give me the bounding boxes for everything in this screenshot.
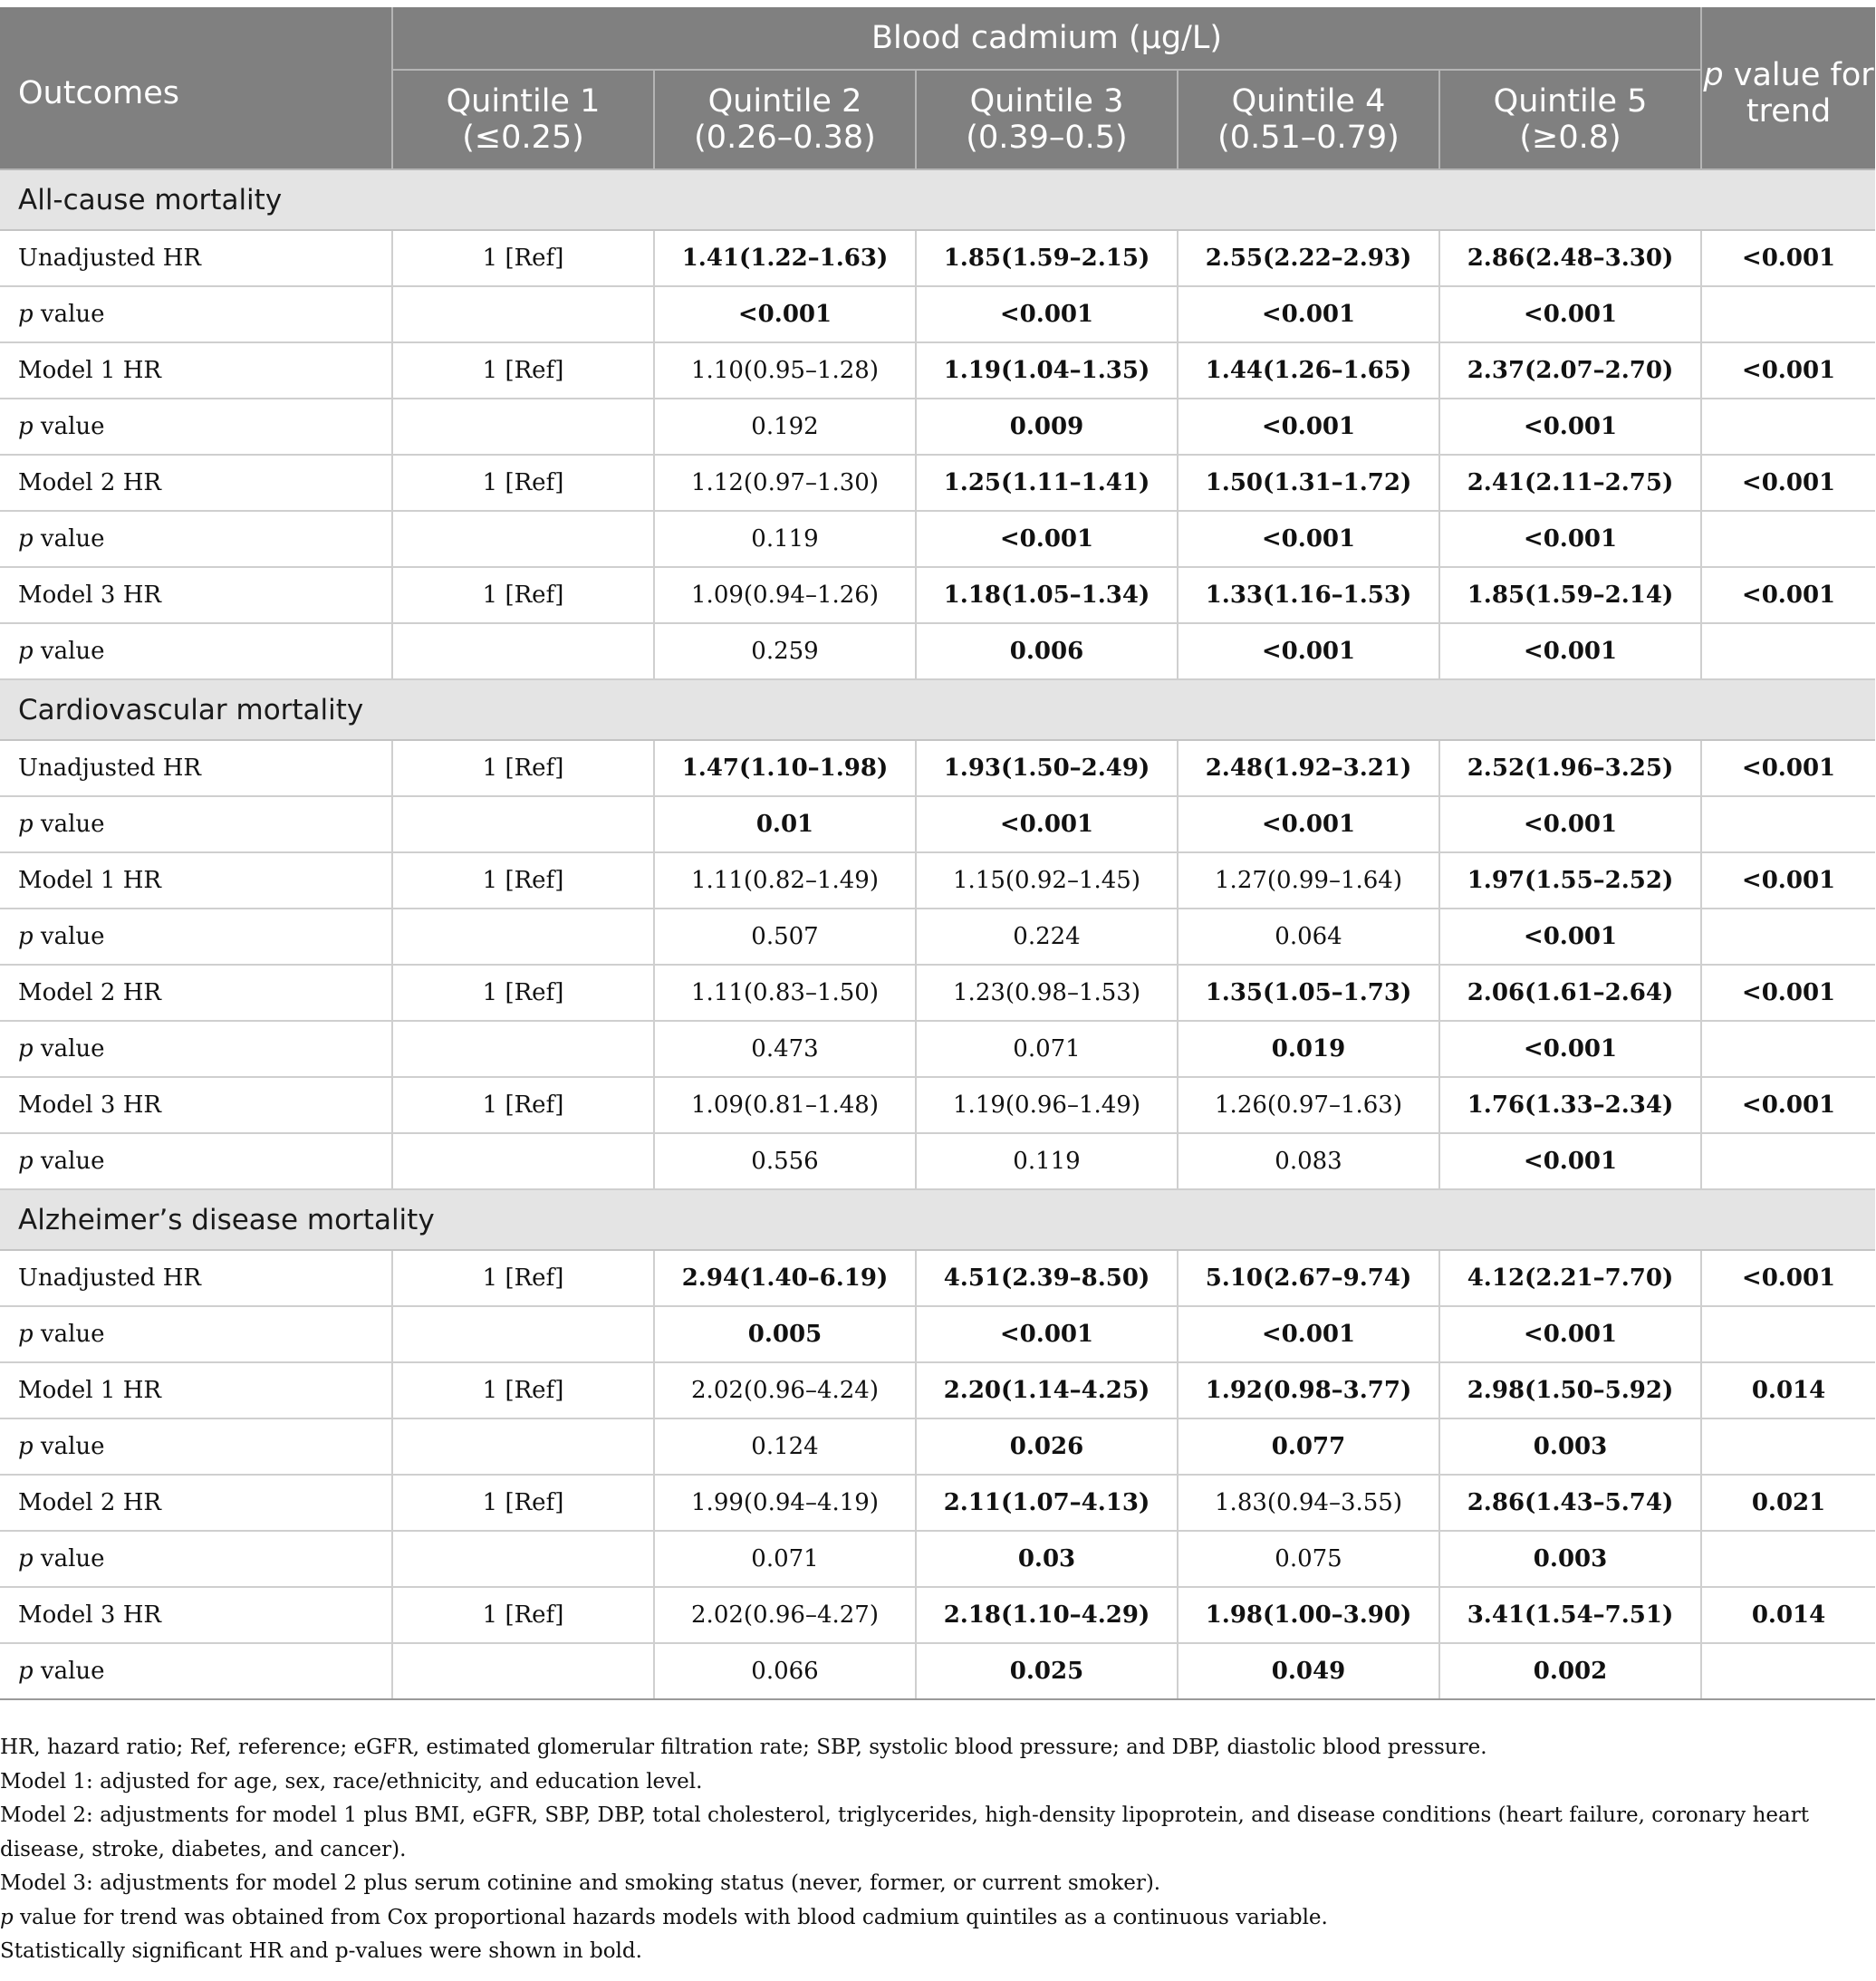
table-cell: 1 [Ref] [392, 852, 654, 909]
table-cell: 0.507 [654, 909, 916, 965]
table-cell: 1 [Ref] [392, 965, 654, 1021]
row-label: Model 2 HR [0, 965, 392, 1021]
row-label-rest: value [33, 1658, 105, 1685]
table-cell: 1.85(1.59–2.14) [1439, 567, 1701, 623]
footnote-abbreviations: HR, hazard ratio; Ref, reference; eGFR, estimated glomerular filtration rate; SBP, systolic blood pressure; and DBP, diastolic blood pressure. [0, 1736, 1487, 1759]
row-label-p: p [18, 413, 34, 440]
table-row [0, 1250, 1875, 1306]
row-label-p: p [18, 301, 34, 328]
table-cell: <0.001 [1439, 623, 1701, 679]
table-cell: <0.001 [1701, 455, 1875, 511]
table-cell: <0.001 [1178, 796, 1439, 852]
table-cell: 1 [Ref] [392, 567, 654, 623]
table-cell: <0.001 [1701, 852, 1875, 909]
table-cell: <0.001 [1701, 740, 1875, 796]
table-cell [1701, 511, 1875, 567]
table-cell: <0.001 [1178, 623, 1439, 679]
table-cell: 1 [Ref] [392, 1077, 654, 1133]
row-label [0, 909, 392, 965]
table-cell [392, 1531, 654, 1587]
quintile-name: Quintile 4 [1231, 83, 1386, 120]
header-p-trend-italic: p [1703, 56, 1724, 93]
section-title: Alzheimer’s disease mortality [0, 1189, 1875, 1250]
header-quintile-3 [916, 70, 1178, 169]
table-row [0, 1077, 1875, 1133]
table-cell: <0.001 [1178, 1306, 1439, 1362]
row-label-p: p [18, 1321, 34, 1348]
row-label [0, 796, 392, 852]
section-header-row [0, 169, 1875, 230]
row-label-rest: value [33, 638, 105, 665]
table-cell: 0.005 [654, 1306, 916, 1362]
table-cell: 0.021 [1701, 1475, 1875, 1531]
table-cell: 0.003 [1439, 1418, 1701, 1475]
table-cell: 1 [Ref] [392, 230, 654, 286]
table-cell [392, 286, 654, 342]
table-cell: <0.001 [1439, 511, 1701, 567]
table-cell: 1.12(0.97–1.30) [654, 455, 916, 511]
row-label-p: p [18, 1658, 34, 1685]
table-cell: 0.003 [1439, 1531, 1701, 1587]
row-label-p: p [18, 923, 34, 950]
table-cell: 1.33(1.16–1.53) [1178, 567, 1439, 623]
table-cell: 0.075 [1178, 1531, 1439, 1587]
table-row [0, 1418, 1875, 1475]
table-cell: 1.41(1.22–1.63) [654, 230, 916, 286]
table-row [0, 1133, 1875, 1189]
row-label [0, 511, 392, 567]
table-cell [1701, 1531, 1875, 1587]
table-cell: 0.002 [1439, 1643, 1701, 1699]
table-row [0, 909, 1875, 965]
row-label-rest: value [33, 923, 105, 950]
table-cell: 1.11(0.82–1.49) [654, 852, 916, 909]
table-cell: 0.064 [1178, 909, 1439, 965]
table-cell [1701, 1306, 1875, 1362]
row-label-rest: value [33, 1545, 105, 1572]
row-label: Unadjusted HR [0, 1250, 392, 1306]
table-cell: 1.19(0.96–1.49) [916, 1077, 1178, 1133]
table-cell [392, 1418, 654, 1475]
footnote-p-trend [0, 1901, 1866, 1936]
table-cell [392, 796, 654, 852]
table-cell: 1 [Ref] [392, 1587, 654, 1643]
table-cell: 1.93(1.50–2.49) [916, 740, 1178, 796]
table-cell: 2.37(2.07–2.70) [1439, 342, 1701, 399]
table-cell: 0.083 [1178, 1133, 1439, 1189]
table-cell: 1.09(0.81–1.48) [654, 1077, 916, 1133]
table-cell: 1.18(1.05–1.34) [916, 567, 1178, 623]
table-row [0, 1021, 1875, 1077]
table-row [0, 852, 1875, 909]
table-cell [1701, 286, 1875, 342]
table-cell [1701, 623, 1875, 679]
table-cell: <0.001 [1701, 567, 1875, 623]
footnote-model-1: Model 1: adjusted for age, sex, race/ethnicity, and education level. [0, 1769, 703, 1793]
hazard-ratio-table [0, 7, 1875, 1700]
table-cell: 0.03 [916, 1531, 1178, 1587]
table-cell: 1 [Ref] [392, 1250, 654, 1306]
table-cell: <0.001 [1439, 1133, 1701, 1189]
table-cell: 1.15(0.92–1.45) [916, 852, 1178, 909]
table-cell: 2.02(0.96–4.24) [654, 1362, 916, 1418]
section-header-row [0, 1189, 1875, 1250]
row-label [0, 1133, 392, 1189]
header-p-trend [1701, 7, 1875, 169]
table-cell: 4.51(2.39–8.50) [916, 1250, 1178, 1306]
table-row [0, 1362, 1875, 1418]
table-cell: 1.47(1.10–1.98) [654, 740, 916, 796]
table-cell: 0.077 [1178, 1418, 1439, 1475]
table-cell: 2.41(2.11–2.75) [1439, 455, 1701, 511]
row-label-rest: value [33, 1433, 105, 1460]
table-cell: 0.014 [1701, 1362, 1875, 1418]
table-cell [392, 1643, 654, 1699]
footnote-model-2: Model 2: adjustments for model 1 plus BMI, eGFR, SBP, DBP, total cholesterol, triglycerides, high-density lipoprotein, and disease conditions (heart failure, coronary heart disease, stroke, diabetes, and cancer). [0, 1803, 1809, 1861]
table-cell: 1.44(1.26–1.65) [1178, 342, 1439, 399]
row-label [0, 1418, 392, 1475]
quintile-range: (≥0.8) [1519, 120, 1621, 156]
table-cell: 1 [Ref] [392, 1475, 654, 1531]
row-label [0, 399, 392, 455]
table-cell: <0.001 [1701, 230, 1875, 286]
table-cell [392, 909, 654, 965]
table-cell: 2.94(1.40–6.19) [654, 1250, 916, 1306]
table-cell: 2.02(0.96–4.27) [654, 1587, 916, 1643]
footnote-model-3: Model 3: adjustments for model 2 plus serum cotinine and smoking status (never, former, or current smoker). [0, 1871, 1161, 1895]
table-cell: 2.98(1.50–5.92) [1439, 1362, 1701, 1418]
table-cell: 1.25(1.11–1.41) [916, 455, 1178, 511]
row-label: Model 1 HR [0, 852, 392, 909]
row-label-rest: value [33, 811, 105, 838]
table-cell [1701, 796, 1875, 852]
row-label [0, 1021, 392, 1077]
footnote-p-trend-text: value for trend was obtained from Cox proportional hazards models with blood cadmium quintiles as a continuous variable. [13, 1905, 1328, 1929]
table-cell: 1.19(1.04–1.35) [916, 342, 1178, 399]
row-label-rest: value [33, 301, 105, 328]
row-label-p: p [18, 1148, 34, 1175]
row-label-p: p [18, 1545, 34, 1572]
quintile-range: (0.51–0.79) [1217, 120, 1400, 156]
table-cell: 1.99(0.94–4.19) [654, 1475, 916, 1531]
table-cell: 0.556 [654, 1133, 916, 1189]
section-title: All-cause mortality [0, 169, 1875, 230]
table-cell: <0.001 [1178, 399, 1439, 455]
table-cell: 0.071 [654, 1531, 916, 1587]
table-cell [1701, 909, 1875, 965]
table-row [0, 567, 1875, 623]
table-cell [392, 1021, 654, 1077]
table-row [0, 623, 1875, 679]
table-cell: 1.23(0.98–1.53) [916, 965, 1178, 1021]
table-cell: 1.83(0.94–3.55) [1178, 1475, 1439, 1531]
row-label: Unadjusted HR [0, 230, 392, 286]
table-body [0, 169, 1875, 1699]
row-label-rest: value [33, 525, 105, 553]
table-cell: 1.76(1.33–2.34) [1439, 1077, 1701, 1133]
table-cell [392, 399, 654, 455]
table-cell: 0.014 [1701, 1587, 1875, 1643]
table-cell: 1 [Ref] [392, 342, 654, 399]
table-cell: <0.001 [916, 1306, 1178, 1362]
header-blood-cadmium: Blood cadmium (μg/L) [392, 7, 1701, 70]
table-cell: 1.27(0.99–1.64) [1178, 852, 1439, 909]
row-label-p: p [18, 1035, 34, 1063]
header-p-trend-rest: value for trend [1723, 56, 1874, 130]
table-cell: <0.001 [916, 511, 1178, 567]
table-cell: 0.119 [654, 511, 916, 567]
row-label [0, 1531, 392, 1587]
table-cell: 2.55(2.22–2.93) [1178, 230, 1439, 286]
row-label: Model 3 HR [0, 1077, 392, 1133]
table-row [0, 1587, 1875, 1643]
quintile-name: Quintile 5 [1493, 83, 1648, 120]
table-cell: 1.97(1.55–2.52) [1439, 852, 1701, 909]
row-label: Unadjusted HR [0, 740, 392, 796]
table-cell [1701, 399, 1875, 455]
table-cell: 1.35(1.05–1.73) [1178, 965, 1439, 1021]
row-label: Model 2 HR [0, 455, 392, 511]
table-row [0, 796, 1875, 852]
table-cell: 0.019 [1178, 1021, 1439, 1077]
row-label: Model 3 HR [0, 1587, 392, 1643]
table-cell: 1.10(0.95–1.28) [654, 342, 916, 399]
table-cell: 1 [Ref] [392, 1362, 654, 1418]
quintile-range: (≤0.25) [462, 120, 584, 156]
header-quintile-1 [392, 70, 654, 169]
table-cell: <0.001 [1701, 342, 1875, 399]
row-label: Model 3 HR [0, 567, 392, 623]
table-cell: <0.001 [1439, 286, 1701, 342]
table-cell: 0.119 [916, 1133, 1178, 1189]
table-cell: <0.001 [1439, 1306, 1701, 1362]
table-cell: 0.066 [654, 1643, 916, 1699]
table-cell [392, 623, 654, 679]
table-cell [1701, 1133, 1875, 1189]
row-label [0, 1643, 392, 1699]
quintile-name: Quintile 1 [446, 83, 601, 120]
table-cell: 1 [Ref] [392, 740, 654, 796]
row-label-rest: value [33, 1148, 105, 1175]
table-row [0, 965, 1875, 1021]
table-row [0, 1306, 1875, 1362]
table-header [0, 7, 1875, 169]
row-label: Model 2 HR [0, 1475, 392, 1531]
table-cell: <0.001 [1701, 1250, 1875, 1306]
table-cell: <0.001 [916, 286, 1178, 342]
table-row [0, 1643, 1875, 1699]
row-label-rest: value [33, 413, 105, 440]
row-label-p: p [18, 525, 34, 553]
table-cell: 2.48(1.92–3.21) [1178, 740, 1439, 796]
table-cell: 0.01 [654, 796, 916, 852]
table-row [0, 1531, 1875, 1587]
row-label: Model 1 HR [0, 1362, 392, 1418]
table-cell: 2.86(1.43–5.74) [1439, 1475, 1701, 1531]
table-cell [392, 511, 654, 567]
table-cell: <0.001 [1178, 286, 1439, 342]
table-cell: 0.124 [654, 1418, 916, 1475]
section-header-row [0, 679, 1875, 740]
header-quintile-4 [1178, 70, 1439, 169]
table-cell: 1.98(1.00–3.90) [1178, 1587, 1439, 1643]
row-label-rest: value [33, 1035, 105, 1063]
table-row [0, 1475, 1875, 1531]
table-cell: <0.001 [1439, 909, 1701, 965]
table-cell: 2.86(2.48–3.30) [1439, 230, 1701, 286]
table-cell: 0.224 [916, 909, 1178, 965]
row-label [0, 623, 392, 679]
table-cell: 1 [Ref] [392, 455, 654, 511]
row-label [0, 1306, 392, 1362]
table-footnotes [0, 1731, 1866, 1969]
table-cell: 0.259 [654, 623, 916, 679]
table-row [0, 455, 1875, 511]
table-cell: <0.001 [654, 286, 916, 342]
table-cell: 2.11(1.07–4.13) [916, 1475, 1178, 1531]
table-cell: 0.009 [916, 399, 1178, 455]
table-cell: 3.41(1.54–7.51) [1439, 1587, 1701, 1643]
table-cell: 1.85(1.59–2.15) [916, 230, 1178, 286]
table-cell [392, 1306, 654, 1362]
quintile-name: Quintile 3 [969, 83, 1124, 120]
table-cell [1701, 1643, 1875, 1699]
table-cell: 1.11(0.83–1.50) [654, 965, 916, 1021]
table-cell: 1.50(1.31–1.72) [1178, 455, 1439, 511]
table-cell: 1.92(0.98–3.77) [1178, 1362, 1439, 1418]
table-cell: 0.049 [1178, 1643, 1439, 1699]
row-label-p: p [18, 1433, 34, 1460]
table-cell: <0.001 [1701, 965, 1875, 1021]
table-cell: <0.001 [1178, 511, 1439, 567]
table-row [0, 399, 1875, 455]
table-cell: <0.001 [1439, 1021, 1701, 1077]
row-label [0, 286, 392, 342]
section-title: Cardiovascular mortality [0, 679, 1875, 740]
table-cell: <0.001 [1701, 1077, 1875, 1133]
table-cell [1701, 1021, 1875, 1077]
table-cell: 0.473 [654, 1021, 916, 1077]
row-label-p: p [18, 638, 34, 665]
table-cell: 0.192 [654, 399, 916, 455]
table-cell: 2.52(1.96–3.25) [1439, 740, 1701, 796]
quintile-range: (0.26–0.38) [694, 120, 876, 156]
header-quintile-5 [1439, 70, 1701, 169]
table-row [0, 230, 1875, 286]
table-cell: 2.18(1.10–4.29) [916, 1587, 1178, 1643]
table-row [0, 286, 1875, 342]
row-label-rest: value [33, 1321, 105, 1348]
table-row [0, 342, 1875, 399]
quintile-name: Quintile 2 [707, 83, 862, 120]
table-cell: <0.001 [916, 796, 1178, 852]
table-cell [392, 1133, 654, 1189]
table-cell: 5.10(2.67–9.74) [1178, 1250, 1439, 1306]
table-cell: 0.026 [916, 1418, 1178, 1475]
table-cell: 0.025 [916, 1643, 1178, 1699]
footnote-bold-note: Statistically significant HR and p-values were shown in bold. [0, 1939, 642, 1963]
table-cell: <0.001 [1439, 796, 1701, 852]
table-cell: 0.071 [916, 1021, 1178, 1077]
table-cell [1701, 1418, 1875, 1475]
header-quintile-2 [654, 70, 916, 169]
table-cell: 2.20(1.14–4.25) [916, 1362, 1178, 1418]
row-label-p: p [18, 811, 34, 838]
table-cell: 1.09(0.94–1.26) [654, 567, 916, 623]
table-cell: 0.006 [916, 623, 1178, 679]
table-row [0, 511, 1875, 567]
row-label: Model 1 HR [0, 342, 392, 399]
table-cell: 2.06(1.61–2.64) [1439, 965, 1701, 1021]
table-cell: 1.26(0.97–1.63) [1178, 1077, 1439, 1133]
table-cell: 4.12(2.21–7.70) [1439, 1250, 1701, 1306]
header-outcomes: Outcomes [0, 7, 392, 169]
quintile-range: (0.39–0.5) [966, 120, 1128, 156]
footnote-p-italic: p [0, 1905, 14, 1929]
table-cell: <0.001 [1439, 399, 1701, 455]
table-row [0, 740, 1875, 796]
